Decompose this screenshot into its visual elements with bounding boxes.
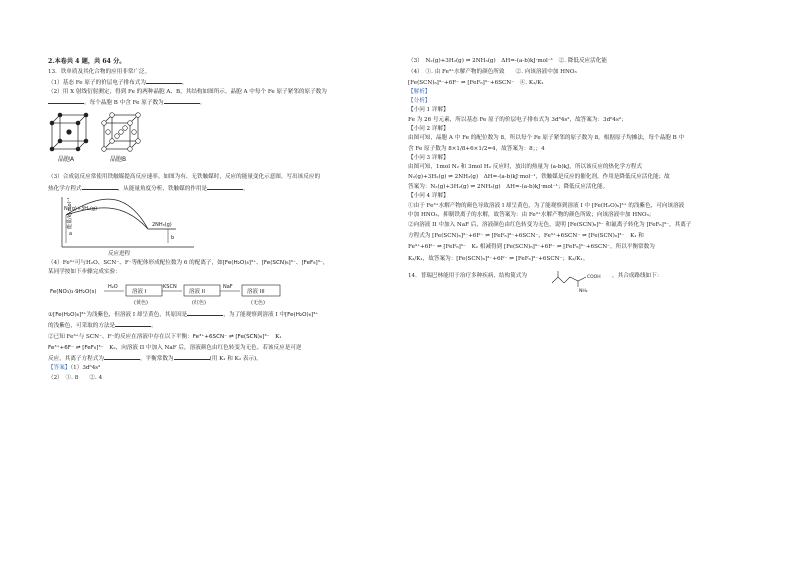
q13-part3b: 热化学方程式 ，从能量角度分析，铁触媒的作用是 。 <box>48 185 249 192</box>
q13-part3: （3）合成氨反应常使用铁触媒提高反应速率。如图为有、无铁触媒时，反应的能量变化示意图。写出该反应的 <box>48 174 321 181</box>
flow-start: Fe(NO₃)₃·9H₂O(s) <box>50 288 97 295</box>
fenxi-label: 【分析】 <box>408 98 431 105</box>
flow-solution-3: 溶液 III <box>247 288 265 295</box>
left-column <box>48 58 388 384</box>
sub2-heading: 【小问 2 详解】 <box>408 125 449 132</box>
answer-blank <box>187 310 223 316</box>
flow-color-2: (红色) <box>192 299 206 306</box>
q13-stem: 13．铁单质及其化合物的应用非常广泛。 <box>48 68 151 75</box>
right-column <box>408 58 758 293</box>
flow-color-1: (黄色) <box>134 299 148 306</box>
answer-3: （3） N₂(g)+3H₂(g) ⇌ 2NH₃(g) ΔH=-(a-b)kJ·mol⁻¹ ②. 降低反应活化能 <box>408 58 607 64</box>
q13-part4: （4）Fe³⁺可与H₂O、SCN⁻、F⁻等配体形成配位数为 6 的配离子，如[Fe(H₂O)₆]³⁺、[Fe(SCN)₆]³⁻、[FeF₆]³⁻， <box>48 259 329 266</box>
answer-blank <box>164 98 200 104</box>
section-title: 2.本卷共 4 题，共 64 分。 <box>48 58 126 65</box>
answer-line-2: （2） ①. 8 ②. 4 <box>48 374 103 381</box>
answer-blank <box>104 354 140 360</box>
flow-color-3: (无色) <box>251 299 265 306</box>
answer-blank <box>82 184 118 190</box>
q13-part1: （1）基态 Fe 原子的价层电子排布式为 。 <box>48 79 188 86</box>
cell-b-label: 晶胞B <box>110 156 127 164</box>
cell-a-label: 晶胞A <box>58 156 75 164</box>
q13-part6b: Fe³⁺+6F⁻ ⇌ [FeF₆]³⁻ K₂，向溶液 II 中加入 NaF 后，溶液颜色由红色转变为无色。若该反应是可逆 <box>48 345 302 352</box>
answer-blank <box>115 321 151 327</box>
q14-tail: ，其合成路线如下： <box>612 272 663 279</box>
pregabalin-structure <box>548 269 608 293</box>
q13-part5: ①[Fe(H₂O)₆]³⁺为浅紫色，但溶液 I 却呈黄色，其原因是 ，为了能观察到溶液 I 中[Fe(H₂O)₆]³⁺ <box>48 311 319 318</box>
sub4-text-f: K₂/K₁，故答案为：[Fe(SCN)₆]³⁻+6F⁻ ⇌ [FeF₆]³⁻+6SCN⁻；K₂/K₁。 <box>408 255 589 262</box>
flow-reagent-2: KSCN <box>163 283 177 290</box>
sub4-text-d: 方程式为 [Fe(SCN)₆]³⁻+6F⁻ ⇌ [FeF₆]³⁻+6SCN⁻，Fe³⁺+6SCN⁻ ⇌ [Fe(SCN)₆]³⁻ K₁ 和 <box>408 232 644 239</box>
q13-part6c: 反应，其离子方程式为 ，平衡常数为 (用 K₁ 和 K₂ 表示)。 <box>48 356 262 363</box>
cooh-label: COOH <box>587 274 601 280</box>
sub3-text-a: 由图可知，1mol N₂ 和 3mol H₂ 反应时，放出的热量为 (a-b)kJ，所以该反应的热化学方程式 <box>408 164 642 171</box>
sub2-text-b: 含 Fe 原子数为 8×1/8+6×1/2=4，故答案为：8；；4 <box>408 145 545 152</box>
answer-line: 【答案】（1）3d⁶4s² <box>48 365 101 372</box>
sub4-text-e: Fe³⁺+6F⁻ ⇌ [FeF₆]³⁻ K₂ 相减得到 [Fe(SCN)₆]³⁻+6F⁻ ⇌ [FeF₆]³⁻+6SCN⁻，所以平衡常数为 <box>408 243 655 250</box>
reactant-label: N₂(g)+3H₂(g) <box>64 205 98 212</box>
experiment-flow <box>48 279 348 307</box>
answer-blank <box>174 354 210 360</box>
q13-part6: ②已知 Fe³⁺与 SCN⁻、F⁻的反应在溶液中存在以下平衡：Fe³⁺+6SCN⁻ ⇌ [Fe(SCN)₆]³⁻ K₁ <box>48 334 282 341</box>
sub2-text-a: 由图可知，晶胞 A 中 Fe 的配位数为 8，所以每个 Fe 原子紧邻的原子数为 8。根据原子均摊法，每个晶胞 B 中 <box>408 135 685 141</box>
flow-solution-1: 溶液 I <box>132 288 147 295</box>
q13-part5b: 的浅紫色，可采取的方法是 。 <box>48 323 157 330</box>
sub3-text-b: N₂(g)+3H₂(g) ⇌ 2NH₃(g) ΔH=-(a-b)kJ·mol⁻¹，铁触媒是反应的催化剂，作用是降低反应活化能；故 <box>408 174 670 181</box>
crystal-cells-figure <box>48 109 158 171</box>
q13-part2: （2）用 X 射线衍射测定，得到 Fe 的两种晶胞 A、B，其结构如图所示。晶胞 A 中每个 Fe 原子紧邻的原子数为 <box>48 89 327 96</box>
energy-ylabel: 能量/kJ·mol⁻¹ <box>67 197 73 229</box>
answer-blank <box>207 184 243 190</box>
flow-solution-2: 溶液 II <box>189 288 205 295</box>
sub4-text-a: ①由于 Fe³⁺水解产物的颜色导致溶液 I 却呈黄色，为了能观察到溶液 I 中 [Fe(H₂O)₆]³⁺ 的浅紫色，可向该溶液 <box>408 202 685 209</box>
product-label: 2NH₃(g) <box>152 221 172 228</box>
q13-part2b: 。每个晶胞 B 中含 Fe 原子数为 。 <box>48 98 388 107</box>
flow-reagent-1: H₂O <box>108 283 118 290</box>
answer-4b: [Fe(SCN)₆]³⁻+6F⁻ ⇌ [FeF₆]³⁻+6SCN⁻ ④. K₂/K₁ <box>408 79 544 86</box>
a-label: a <box>69 230 73 237</box>
energy-xlabel: 反应进程 <box>108 250 131 257</box>
q14-stem: 14．普瑞巴林能用于治疗多种疾病，结构简式为 <box>408 272 527 279</box>
sub4-heading: 【小问 4 详解】 <box>408 193 449 200</box>
sub3-text-c: 答案为：N₂(g)+3H₂(g) ⇌ 2NH₃(g) ΔH=-(a-b)kJ·mol⁻¹；降低反应活化能。 <box>408 184 609 191</box>
sub3-heading: 【小问 3 详解】 <box>408 155 449 162</box>
answer-blank <box>146 78 182 84</box>
flow-reagent-3: NaF <box>223 283 233 290</box>
answer-blank <box>48 98 84 104</box>
sub1-heading: 【小问 1 详解】 <box>408 107 449 114</box>
b-label: b <box>171 234 175 241</box>
q14-line <box>408 269 758 293</box>
jiexi-label: 【解析】 <box>408 89 431 96</box>
energy-diagram <box>48 195 198 257</box>
sub1-text: Fe 为 26 号元素，所以基态 Fe 原子的价层电子排布式为 3d⁶4s²，故答案为：3d⁶4s²； <box>408 116 627 123</box>
sub4-text-b: 中加 HNO₃，抑制铁离子的水解，故答案为：由 Fe³⁺水解产物的颜色所致；向该溶液中加 HNO₃； <box>408 211 655 218</box>
q13-part4b: 某同学按如下步骤完成实验： <box>48 268 121 275</box>
answer-4: （4） ①. 由 Fe³⁺水解产物的颜色所致 ②. 向该溶液中加 HNO₃ <box>408 68 577 75</box>
sub4-text-c: ②向溶液 II 中加入 NaF 后，溶液颜色由红色转变为无色，说明 [Fe(SCN)₆]³⁻ 和氟离子转化为 [FeF₆]³⁻，其离子 <box>408 221 692 228</box>
nh2-label: NH₂ <box>579 288 588 293</box>
